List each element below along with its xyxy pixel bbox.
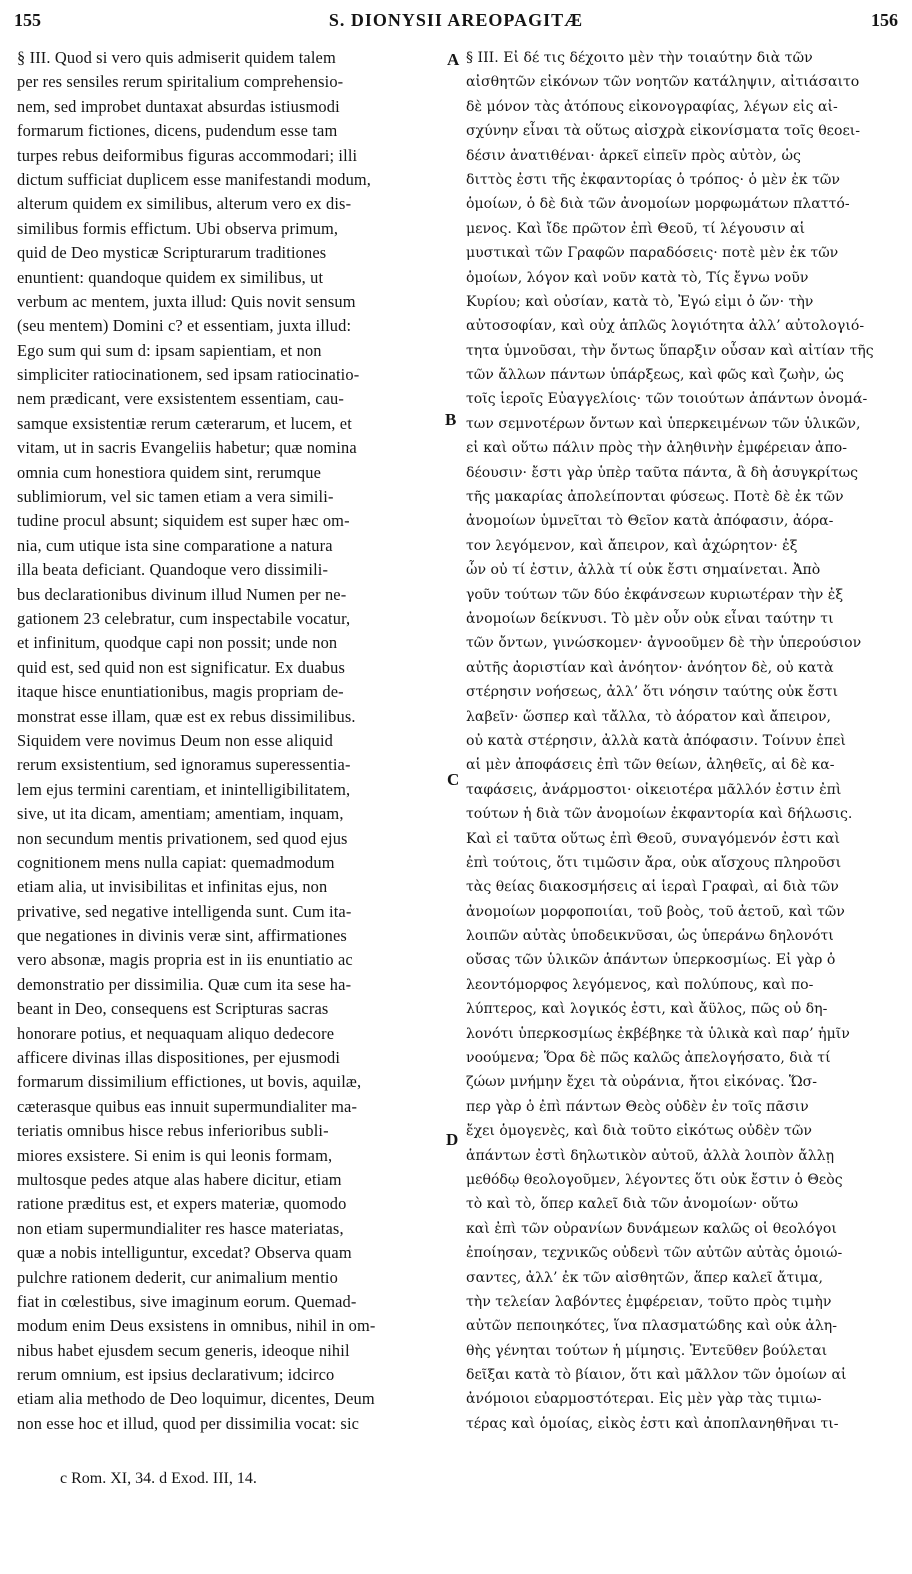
greek-line: ἀνομοίων δείκνυσι. Τὸ μὲν οὖν οὐκ εἶναι ταύτην τι <box>466 610 834 627</box>
latin-line: alterum quidem ex similibus, alterum vero ex dis- <box>17 194 352 214</box>
greek-line: λαβεῖν· ὥσπερ καὶ τἄλλα, τὸ ἀόρατον καὶ ἄπειρον, <box>466 708 832 725</box>
greek-line: δέσιν ἀνατιθέναι· ἀρκεῖ εἰπεῖν πρὸς αὐτὸν, ὡς <box>466 147 801 164</box>
latin-line: nem, sed improbet duntaxat absurdas istiusmodi <box>17 96 340 116</box>
greek-line: σαντες, ἀλλ’ ἐκ τῶν αἰσθητῶν, ἅπερ καλεῖ ἄτιμα, <box>466 1269 824 1286</box>
greek-line: τὸ καὶ τὸ, ὅπερ καλεῖ διὰ τῶν ἀνομοίων· οὕτω <box>466 1196 799 1213</box>
latin-line: nem prædicant, vere exsistentem essentiam, cau- <box>17 389 345 409</box>
latin-line: verbum ac mentem, juxta illud: Quis novit sensum <box>17 291 356 311</box>
greek-line: αἱ μὲν ἀποφάσεις ἐπὶ τῶν θείων, ἀληθεῖς, αἱ δὲ κα- <box>466 757 835 774</box>
greek-line: διττὸς ἐστι τῆς ἐκφαντορίας ὁ τρόπος· ὁ μὲν ἐκ τῶν <box>466 171 840 188</box>
latin-line: non etiam supermundialiter res hasce materiatas, <box>17 1218 344 1238</box>
latin-line: quid est, sed quid non est significatur. Ex duabus <box>17 657 345 677</box>
greek-line: θὴς γένηται τούτων ἡ μίμησις. Ἐντεῦθεν βούλεται <box>466 1342 828 1359</box>
latin-line: nibus habet ejusdem secum generis, ideoque nihil <box>17 1340 350 1360</box>
latin-line: etiam alia, ut invisibilitas et infinitas ejus, non <box>17 877 328 897</box>
latin-column <box>17 46 440 1436</box>
latin-line: Ego sum qui sum d: ipsam sapientiam, et non <box>17 340 322 360</box>
greek-line: ὁμοίων, λόγον καὶ νοῦν κατὰ τὸ, Τίς ἔγνω νοῦν <box>466 269 809 286</box>
latin-line: § III. Quod si vero quis admiserit quidem talem <box>17 48 336 67</box>
latin-line: honorare potius, et nequaquam aliquo dedecore <box>17 1023 335 1043</box>
greek-line: οὐ κατὰ στέρησιν, ἀλλὰ κατὰ ἀπόφασιν. Τοίνυν ἐπεὶ <box>466 732 846 749</box>
greek-line: δεῖξαι κατὰ τὸ βίαιον, ὅτι καὶ μᾶλλον τῶν ὁμοίων αἱ <box>466 1367 847 1384</box>
latin-line: vero absonæ, magis propria est in iis enuntiatio ac <box>17 950 353 970</box>
latin-line: formarum fictiones, dicens, pudendum esse tam <box>17 121 338 141</box>
greek-line: ἀνομοίων μορφοποιίαι, τοῦ βοὸς, τοῦ ἀετοῦ, καὶ τῶν <box>466 903 845 920</box>
greek-line: λονότι ὑπερκοσμίως ἐκβέβηκε τὰ ὑλικὰ καὶ παρ’ ἡμῖν <box>466 1025 850 1042</box>
greek-line: μεθόδῳ θεολογοῦμεν, λέγοντες ὅτι οὐκ ἔστιν ὁ Θεὸς <box>466 1171 843 1188</box>
latin-line: non secundum mentis privationem, sed quod ejus <box>17 828 348 848</box>
latin-line: vitam, ut in sacris Evangeliis habetur; quæ nomina <box>17 438 357 458</box>
greek-line: αἰσθητῶν εἰκόνων τῶν νοητῶν κατάληψιν, αἰτιάσαιτο <box>466 74 860 91</box>
footnotes: c Rom. XI, 34. d Exod. III, 14. <box>60 1470 257 1487</box>
latin-line: rerum exsistentium, sed ignoramus superessentia- <box>17 755 351 775</box>
latin-line: beant in Deo, consequens est Scripturas sacras <box>17 999 329 1019</box>
greek-line: ἐπὶ τούτοις, ὅτι τιμῶσιν ἄρα, οὐκ αἴσχους πληροῦσι <box>466 854 842 871</box>
greek-line: ἀνόμοιοι εὐαρμοστότεραι. Εἰς μὲν γὰρ τὰς τιμιω- <box>466 1391 822 1408</box>
margin-mark-c: C <box>447 770 460 789</box>
greek-column <box>466 46 894 1436</box>
greek-line: τητα ὑμνοῦσαι, τὴν ὄντως ὕπαρξιν οὖσαν καὶ αἰτίαν τῆς <box>466 342 874 359</box>
greek-line: τὴν τελείαν λαβόντες ἐμφέρειαν, τοῦτο πρὸς τιμὴν <box>466 1293 832 1310</box>
latin-line: quæ a nobis intelliguntur, excedat? Observa quam <box>17 1243 352 1263</box>
latin-line: per res sensiles rerum spiritalium comprehensio- <box>17 72 344 92</box>
latin-line: monstrat esse illam, quæ est ex rebus dissimilibus. <box>17 706 356 726</box>
margin-mark-a: A <box>447 50 460 69</box>
latin-line: cæterasque quibus eas innuit supermundialiter ma- <box>17 1096 358 1116</box>
margin-mark-b: B <box>445 410 457 429</box>
latin-line: Siquidem vere novimus Deum non esse aliquid <box>17 730 334 750</box>
latin-line: multosque pedes atque alas habere dicitur, etiam <box>17 1169 342 1189</box>
latin-line: demonstratio per dissimilia. Quæ cum ita sese ha- <box>17 974 352 994</box>
latin-line: modum enim Deus exsistens in omnibus, nihil in om- <box>17 1316 376 1336</box>
latin-line: tudine procul absunt; siquidem est super hæc om- <box>17 511 350 531</box>
greek-line: ζώων μνήμην ἔχει τὰ οὐράνια, ἤτοι εἰκόνας. Ὥσ- <box>466 1074 818 1091</box>
greek-line: ἁπάντων ἐστὶ δηλωτικὸν αὐτοῦ, ἀλλὰ λοιπὸν ἄλλῃ <box>466 1147 835 1164</box>
latin-line: lem ejus termini carentiam, et inintelligibilitatem, <box>17 779 351 799</box>
latin-line: miores exsistere. Si enim is qui leonis formam, <box>17 1145 333 1165</box>
greek-line: ὧν οὐ τί ἐστιν, ἀλλὰ τί οὐκ ἔστι σημαίνεται. Ἀπὸ <box>466 562 821 579</box>
greek-line: αὐτοσοφίαν, καὶ οὐχ ἁπλῶς λογιότητα ἀλλ’ αὐτολογιό- <box>466 318 865 335</box>
latin-line: samque exsistentiæ rerum cæterarum, et lucem, et <box>17 413 352 433</box>
greek-line: οὔσας τῶν ὑλικῶν ἁπάντων ὑπερκοσμίως. Εἰ γὰρ ὁ <box>466 952 836 969</box>
greek-line: Κυρίου; καὶ οὐσίαν, κατὰ τὸ, Ἐγώ εἰμι ὁ ὤν· τὴν <box>466 293 814 310</box>
page-number-left: 155 <box>14 10 41 30</box>
latin-line: bus declarationibus divinum illud Numen per ne- <box>17 584 347 604</box>
latin-line: nia, cum utique ista sine comparatione a natura <box>17 535 333 555</box>
latin-line: et infinitum, quodque capi non possit; unde non <box>17 633 338 653</box>
greek-line: ἀνομοίων ὑμνεῖται τὸ Θεῖον κατὰ ἀπόφασιν, ἀόρα- <box>466 513 834 530</box>
latin-line: fiat in cœlestibus, sive imaginum eorum. Quemad- <box>17 1291 357 1311</box>
greek-line: τέρας καὶ ὁμοίας, εἰκὸς ἐστι καὶ ἀποπλανηθῆναι τι- <box>466 1415 839 1432</box>
greek-line: ταφάσεις, ἀνάρμοστοι· οἰκειοτέρα μᾶλλόν ἐστιν ἐπὶ <box>466 781 842 798</box>
greek-line: § III. Εἰ δέ τις δέχοιτο μὲν τὴν τοιαύτην διὰ τῶν <box>466 50 813 66</box>
greek-line: λεοντόμορφος λεγόμενος, καὶ πολύπους, καὶ πο- <box>466 976 814 993</box>
greek-line: των σεμνοτέρων ὄντων καὶ ὑπερκειμένων τῶν ὑλικῶν, <box>466 415 861 432</box>
latin-line: similibus formis effictum. Ubi observa primum, <box>17 218 339 238</box>
latin-line: simpliciter ratiocinationem, sed ipsam ratiocinatio- <box>17 365 360 385</box>
latin-line: que negationes in divinis veræ sint, affirmationes <box>17 926 347 946</box>
greek-line: ἔχει ὁμογενὲς, καὶ διὰ τοῦτο εἰκότως οὐδὲν τῶν <box>466 1123 812 1140</box>
latin-line: formarum dissimilium effictiones, ut bovis, aquilæ, <box>17 1072 362 1092</box>
greek-line: στέρησιν νοήσεως, ἀλλ’ ὅτι νόησιν ταύτης οὐκ ἔστι <box>466 684 839 701</box>
greek-line: τῆς μακαρίας ἀπολείπονται φύσεως. Ποτὲ δὲ ἐκ τῶν <box>466 489 844 506</box>
greek-line: αὐτῶν πεποιηκότες, ἵνα πλασματώδης καὶ οὐκ ἀλη- <box>466 1318 837 1335</box>
page-number-right: 156 <box>871 10 898 30</box>
latin-line: gationem 23 celebratur, cum inspectabile vocatur, <box>17 608 351 628</box>
greek-line: τοῖς ἱεροῖς Εὐαγγελίοις· τῶν τοιούτων ἁπάντων ὀνομά- <box>466 391 868 408</box>
greek-line: τὰς θείας διακοσμήσεις αἱ ἱεραὶ Γραφαὶ, αἱ διὰ τῶν <box>466 879 839 896</box>
latin-line: ratione præditus est, et expers materiæ, quomodo <box>17 1194 347 1214</box>
latin-line: illa beata deficiant. Quandoque vero dissimili- <box>17 560 329 580</box>
latin-line: (seu mentem) Domini c? et essentiam, juxta illud: <box>17 316 352 336</box>
greek-line: Καὶ εἰ ταῦτα οὕτως ἐπὶ Θεοῦ, συναγόμενόν ἐστι καὶ <box>466 830 841 847</box>
greek-line: μενος. Καὶ ἴδε πρῶτον ἐπὶ Θεοῦ, τί λέγουσιν αἱ <box>466 220 806 237</box>
latin-line: sive, ut ita dicam, amentiam; amentiam, inquam, <box>17 804 344 824</box>
latin-line: enuntient: quandoque quidem ex similibus, ut <box>17 267 324 287</box>
greek-line: μυστικαὶ τῶν Γραφῶν παραδόσεις· ποτὲ μὲν ἐκ τῶν <box>466 245 839 262</box>
latin-line: turpes rebus deiformibus figuras accommodari; illi <box>17 145 358 165</box>
latin-line: sublimiorum, vel sic tamen etiam a vera simili- <box>17 487 334 507</box>
greek-line: τῶν ὄντων, γινώσκομεν· ἀγνοοῦμεν δὲ τὴν ὑπερούσιον <box>466 635 862 652</box>
latin-line: omnia cum honestiora quidem sint, rerumque <box>17 462 321 482</box>
greek-line: ἐποίησαν, τεχνικῶς οὐδενὶ τῶν αὐτῶν αὐτὰς ὁμοιώ- <box>466 1245 843 1262</box>
margin-mark-d: D <box>446 1130 459 1149</box>
greek-line: λύπτερος, καὶ λογικός ἐστι, καὶ ἄϋλος, πῶς οὐ δη- <box>466 1001 828 1018</box>
greek-line: εἰ καὶ οὕτω πάλιν πρὸς τὴν ἀληθινὴν ἐμφέρειαν ἀπο- <box>466 440 848 457</box>
latin-line: pulchre rationem dederit, cur animalium mentio <box>17 1267 338 1287</box>
latin-line: privative, sed negative intelligenda sunt. Cum ita- <box>17 901 352 921</box>
latin-line: cognitionem mens nulla capiat: quemadmodum <box>17 852 335 872</box>
latin-line: etiam alia methodo de Deo loquimur, dicentes, Deum <box>17 1389 375 1409</box>
latin-line: afficere divinas illas dispositiones, per ejusmodi <box>17 1048 341 1068</box>
greek-line: γοῦν τούτων τῶν δύο ἐκφάνσεων κυριωτέραν τὴν ἐξ <box>466 586 844 603</box>
greek-line: τον λεγόμενον, καὶ ἄπειρον, καὶ ἀχώρητον· ἐξ <box>466 537 798 554</box>
greek-line: δὲ μόνον τὰς ἀτόπους εἰκονογραφίας, λέγων εἰς αἰ- <box>466 98 838 115</box>
latin-line: quid de Deo mysticæ Scripturarum traditiones <box>17 243 327 263</box>
greek-line: καὶ ἐπὶ τῶν οὐρανίων δυνάμεων καλῶς οἱ θεολόγοι <box>466 1220 837 1237</box>
greek-line: τῶν ἄλλων πάντων ὑπάρξεως, καὶ φῶς καὶ ζωὴν, ὡς <box>466 367 844 384</box>
greek-line: σχύνην εἶναι τὰ οὕτως αἰσχρὰ εἰκονίσματα τοῖς θεοει- <box>466 123 861 140</box>
latin-line: teriatis omnibus hisce rebus inferioribus subli- <box>17 1121 329 1141</box>
latin-line: itaque hisce enuntiationibus, magis propriam de- <box>17 682 344 702</box>
latin-line: rerum omnium, est ipsius declarativum; idcirco <box>17 1365 335 1385</box>
greek-line: ὁμοίων, ὁ δὲ διὰ τῶν ἀνομοίων μορφωμάτων πλαττό- <box>466 196 850 213</box>
greek-line: λοιπῶν αὐτὰς ὑποδεικνῦσαι, ὡς ὑπεράνω δηλονότι <box>466 928 834 945</box>
latin-line: dictum sufficiat duplicem esse manifestandi modum, <box>17 169 372 189</box>
greek-line: τούτων ἡ διὰ τῶν ἀνομοίων ἐκφαντορία καὶ δήλωσις. <box>466 806 853 823</box>
greek-line: νοούμενα; Ὅρα δὲ πῶς καλῶς ἀπελογήσατο, διὰ τί <box>466 1050 831 1067</box>
latin-line: non esse hoc et illud, quod per dissimilia vocat: sic <box>17 1413 360 1433</box>
greek-line: περ γὰρ ὁ ἐπὶ πάντων Θεὸς οὐδὲν ἐν τοῖς πᾶσιν <box>466 1098 809 1115</box>
greek-line: αὐτῆς ἀοριστίαν καὶ ἀνόητον· ἀνόητον δὲ, οὐ κατὰ <box>466 659 834 676</box>
greek-line: δέουσιν· ἔστι γὰρ ὑπὲρ ταῦτα πάντα, ἃ δὴ ἀσυγκρίτως <box>466 464 859 481</box>
running-title: S. DIONYSII AREOPAGITÆ <box>328 10 584 30</box>
